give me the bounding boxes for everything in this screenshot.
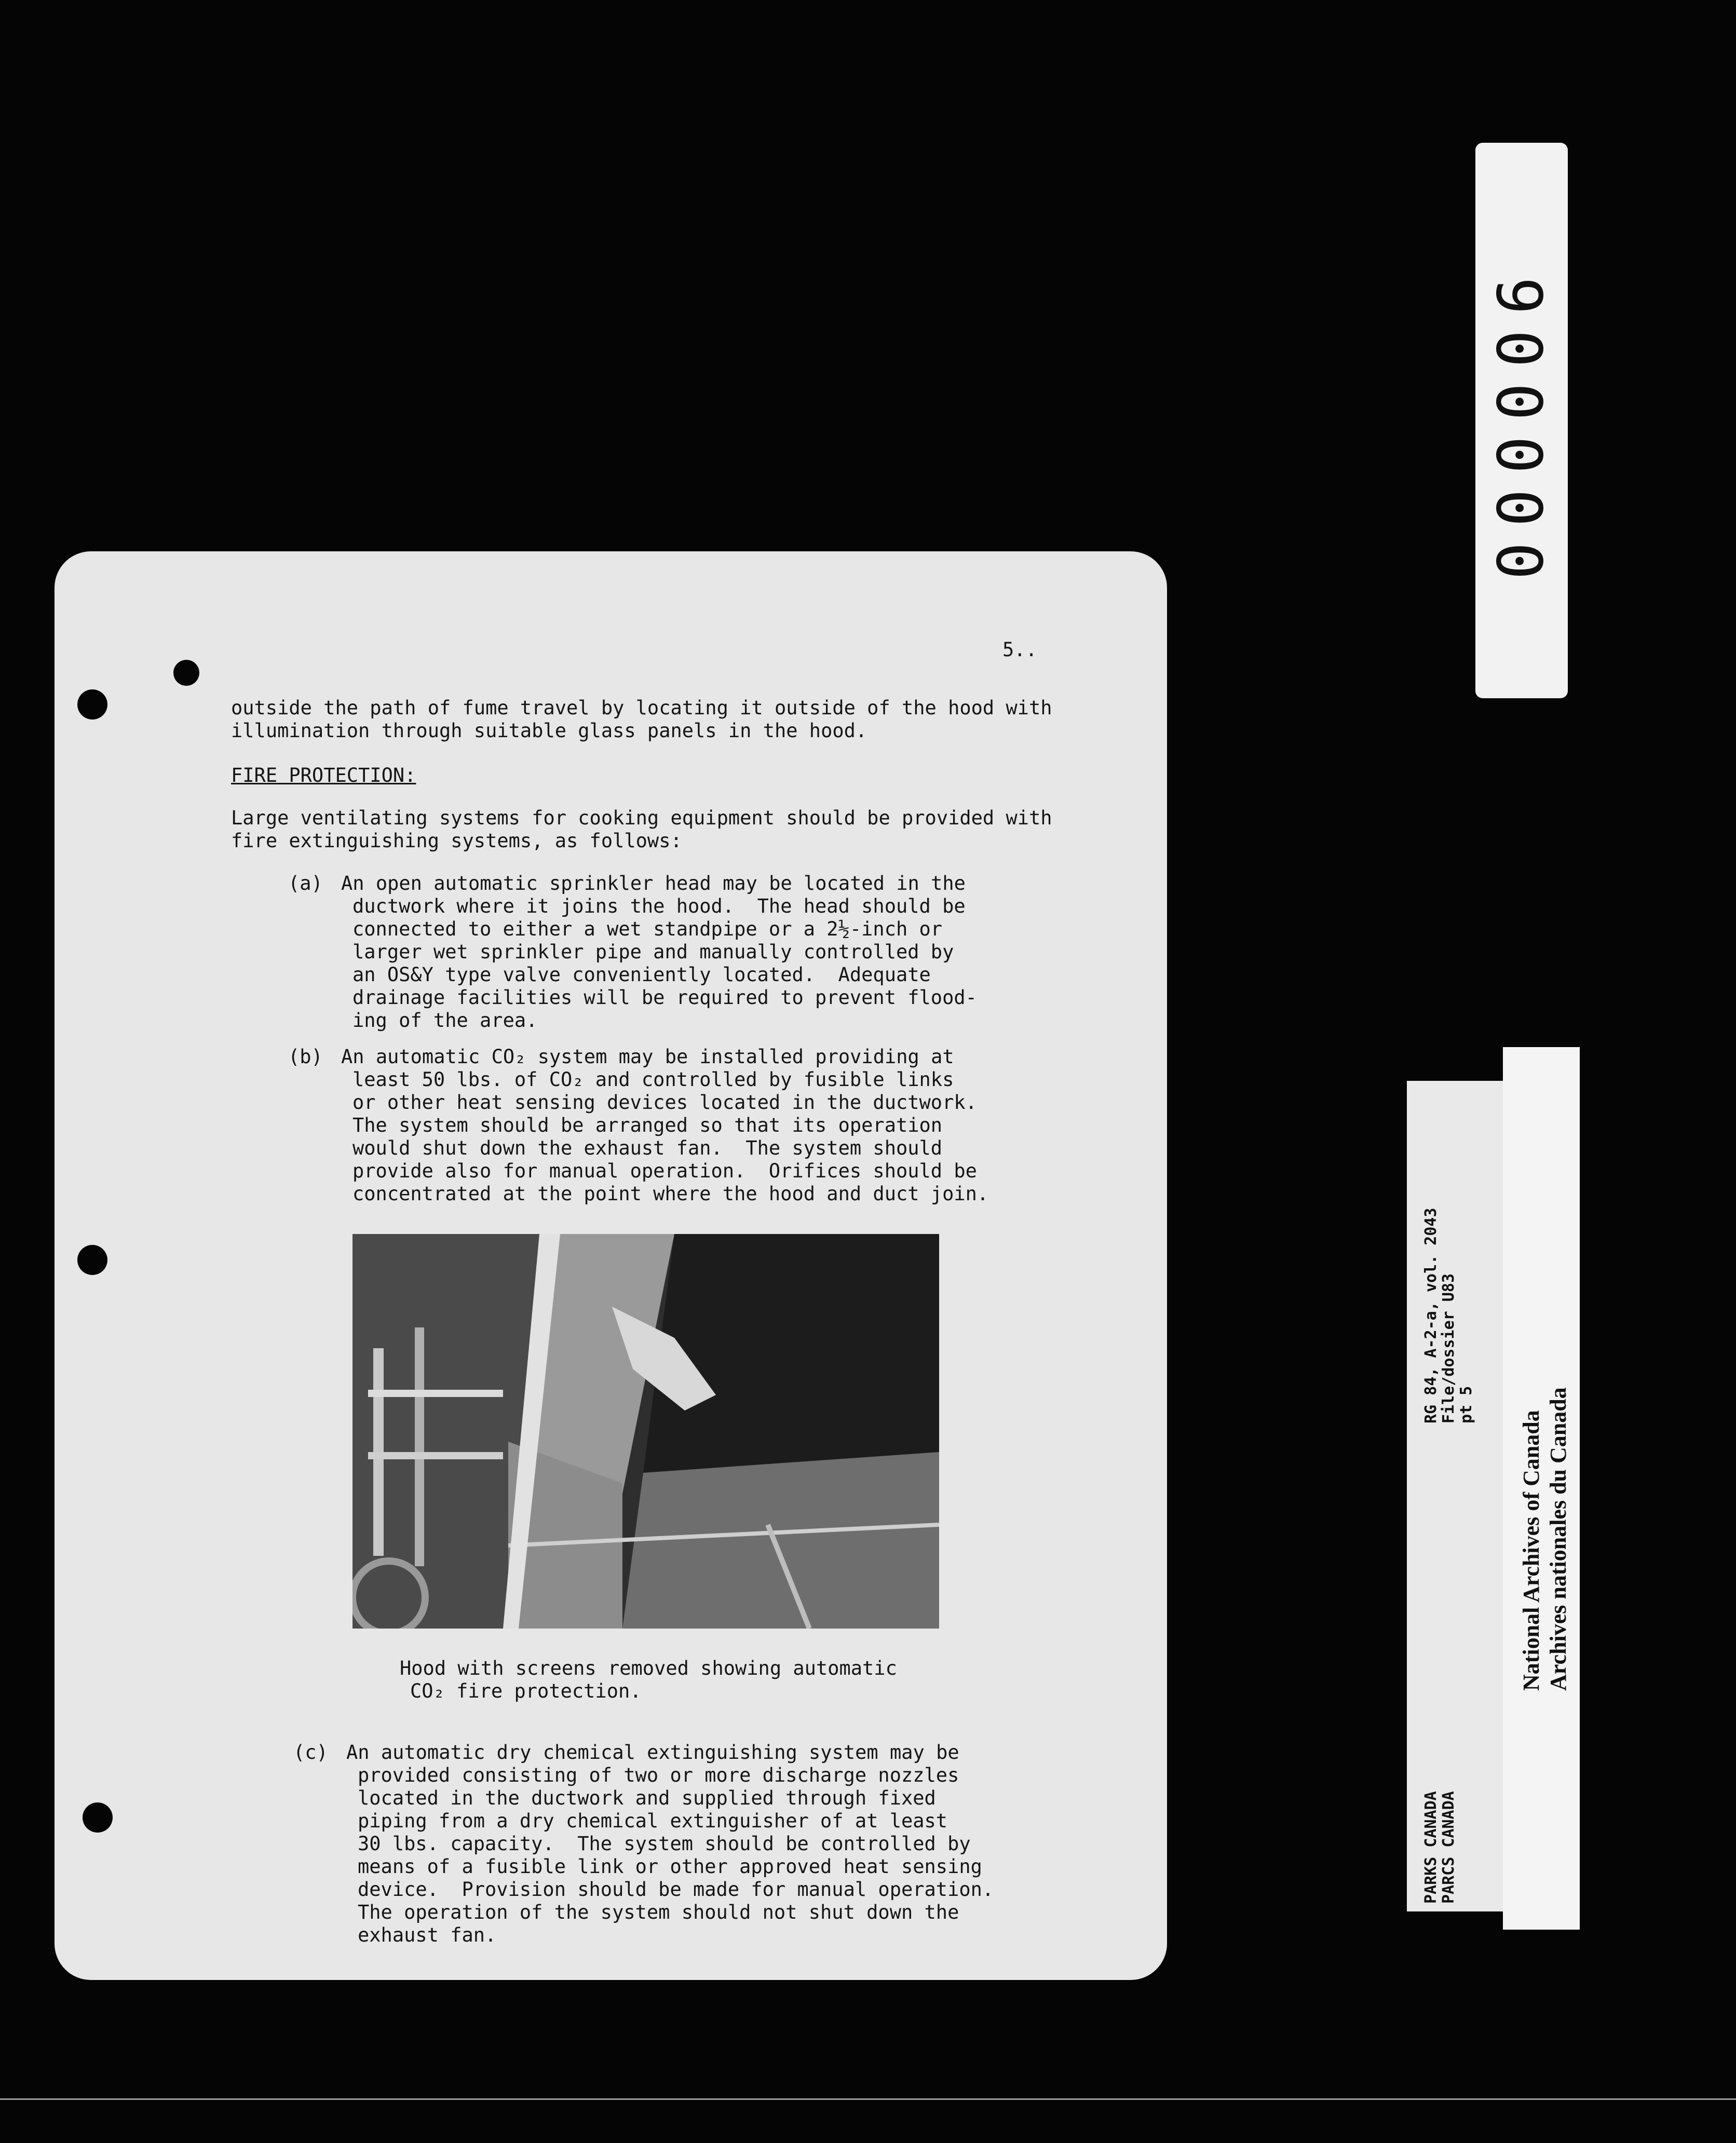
- hood-photo: [352, 1234, 939, 1629]
- page-number: 5..: [1002, 639, 1037, 661]
- text-line: The operation of the system should not shut down the: [358, 1901, 959, 1923]
- agency-name-en: PARKS CANADA: [1422, 1791, 1440, 1904]
- text-line: An open automatic sprinkler head may be located in the: [341, 872, 966, 894]
- text-line: outside the path of fume travel by locating it outside of the hood with: [231, 697, 1052, 719]
- text-line: larger wet sprinkler pipe and manually controlled by: [352, 941, 954, 963]
- text-line: The system should be arranged so that its operation: [352, 1114, 943, 1136]
- text-line: ing of the area.: [352, 1009, 538, 1032]
- photo-caption-line: CO₂ fire protection.: [410, 1680, 642, 1702]
- text-line: drainage facilities will be required to prevent flood-: [352, 986, 977, 1009]
- reference-part: pt 5: [1457, 1386, 1475, 1423]
- text-line: piping from a dry chemical extinguisher of at least: [358, 1810, 948, 1832]
- text-line: provide also for manual operation. Orifices should be: [352, 1160, 977, 1182]
- agency-name-fr: PARCS CANADA: [1440, 1791, 1458, 1904]
- punch-hole: [173, 660, 199, 686]
- item-c-label: (c): [293, 1741, 328, 1764]
- text-line: means of a fusible link or other approved heat sensing: [358, 1855, 982, 1878]
- text-line: an OS&Y type valve conveniently located. Adequate: [352, 964, 931, 986]
- text-line: ductwork where it joins the hood. The head should be: [352, 895, 966, 917]
- text-line: fire extinguishing systems, as follows:: [231, 830, 682, 852]
- text-line: exhaust fan.: [358, 1924, 497, 1946]
- text-line: would shut down the exhaust fan. The system should: [352, 1137, 943, 1159]
- document-page: [55, 551, 1167, 1980]
- hood-photo-illustration: [352, 1234, 939, 1629]
- national-archives-label: [1503, 1047, 1580, 1930]
- text-line: Large ventilating systems for cooking equipment should be provided with: [231, 807, 1052, 829]
- text-line: least 50 lbs. of CO₂ and controlled by fusible links: [352, 1068, 954, 1091]
- item-a-text: [341, 872, 977, 1032]
- section-heading: FIRE PROTECTION:: [231, 764, 416, 786]
- reference-file: File/dossier U83: [1440, 1273, 1458, 1423]
- punch-hole: [77, 689, 107, 720]
- lead-paragraph: [231, 807, 1052, 852]
- text-line: An automatic dry chemical extinguishing system may be: [346, 1741, 959, 1764]
- item-b-text: [341, 1046, 988, 1205]
- text-line: or other heat sensing devices located in the ductwork.: [352, 1091, 977, 1114]
- text-line: device. Provision should be made for manual operation.: [358, 1878, 994, 1901]
- text-line: An automatic CO₂ system may be installed providing at: [341, 1046, 954, 1068]
- item-b-label: (b): [288, 1046, 323, 1068]
- frame-edge-line: [0, 2098, 1736, 2100]
- punch-hole: [77, 1245, 107, 1275]
- photo-caption-line: Hood with screens removed showing automatic: [400, 1657, 897, 1679]
- archives-name-fr: Archives nationales du Canada: [1545, 1387, 1571, 1691]
- text-line: illumination through suitable glass panels in the hood.: [231, 720, 867, 742]
- archive-reference-label: [1407, 1081, 1510, 1911]
- text-line: provided consisting of two or more discharge nozzles: [358, 1764, 959, 1786]
- punch-hole: [83, 1802, 113, 1833]
- frame-number-stamp: [1475, 143, 1568, 698]
- text-line: connected to either a wet standpipe or a 2½-inch or: [352, 918, 943, 940]
- text-line: concentrated at the point where the hood and duct join.: [352, 1183, 989, 1205]
- text-line: located in the ductwork and supplied through fixed: [358, 1787, 936, 1809]
- item-a-label: (a): [288, 872, 323, 894]
- intro-paragraph: [231, 697, 1052, 742]
- archives-name-en: National Archives of Canada: [1518, 1410, 1544, 1691]
- item-c-text: [346, 1741, 994, 1947]
- reference-volume: RG 84, A-2-a, vol. 2043: [1422, 1208, 1440, 1423]
- frame-number: 000006: [1485, 261, 1558, 580]
- text-line: 30 lbs. capacity. The system should be controlled by: [358, 1833, 971, 1855]
